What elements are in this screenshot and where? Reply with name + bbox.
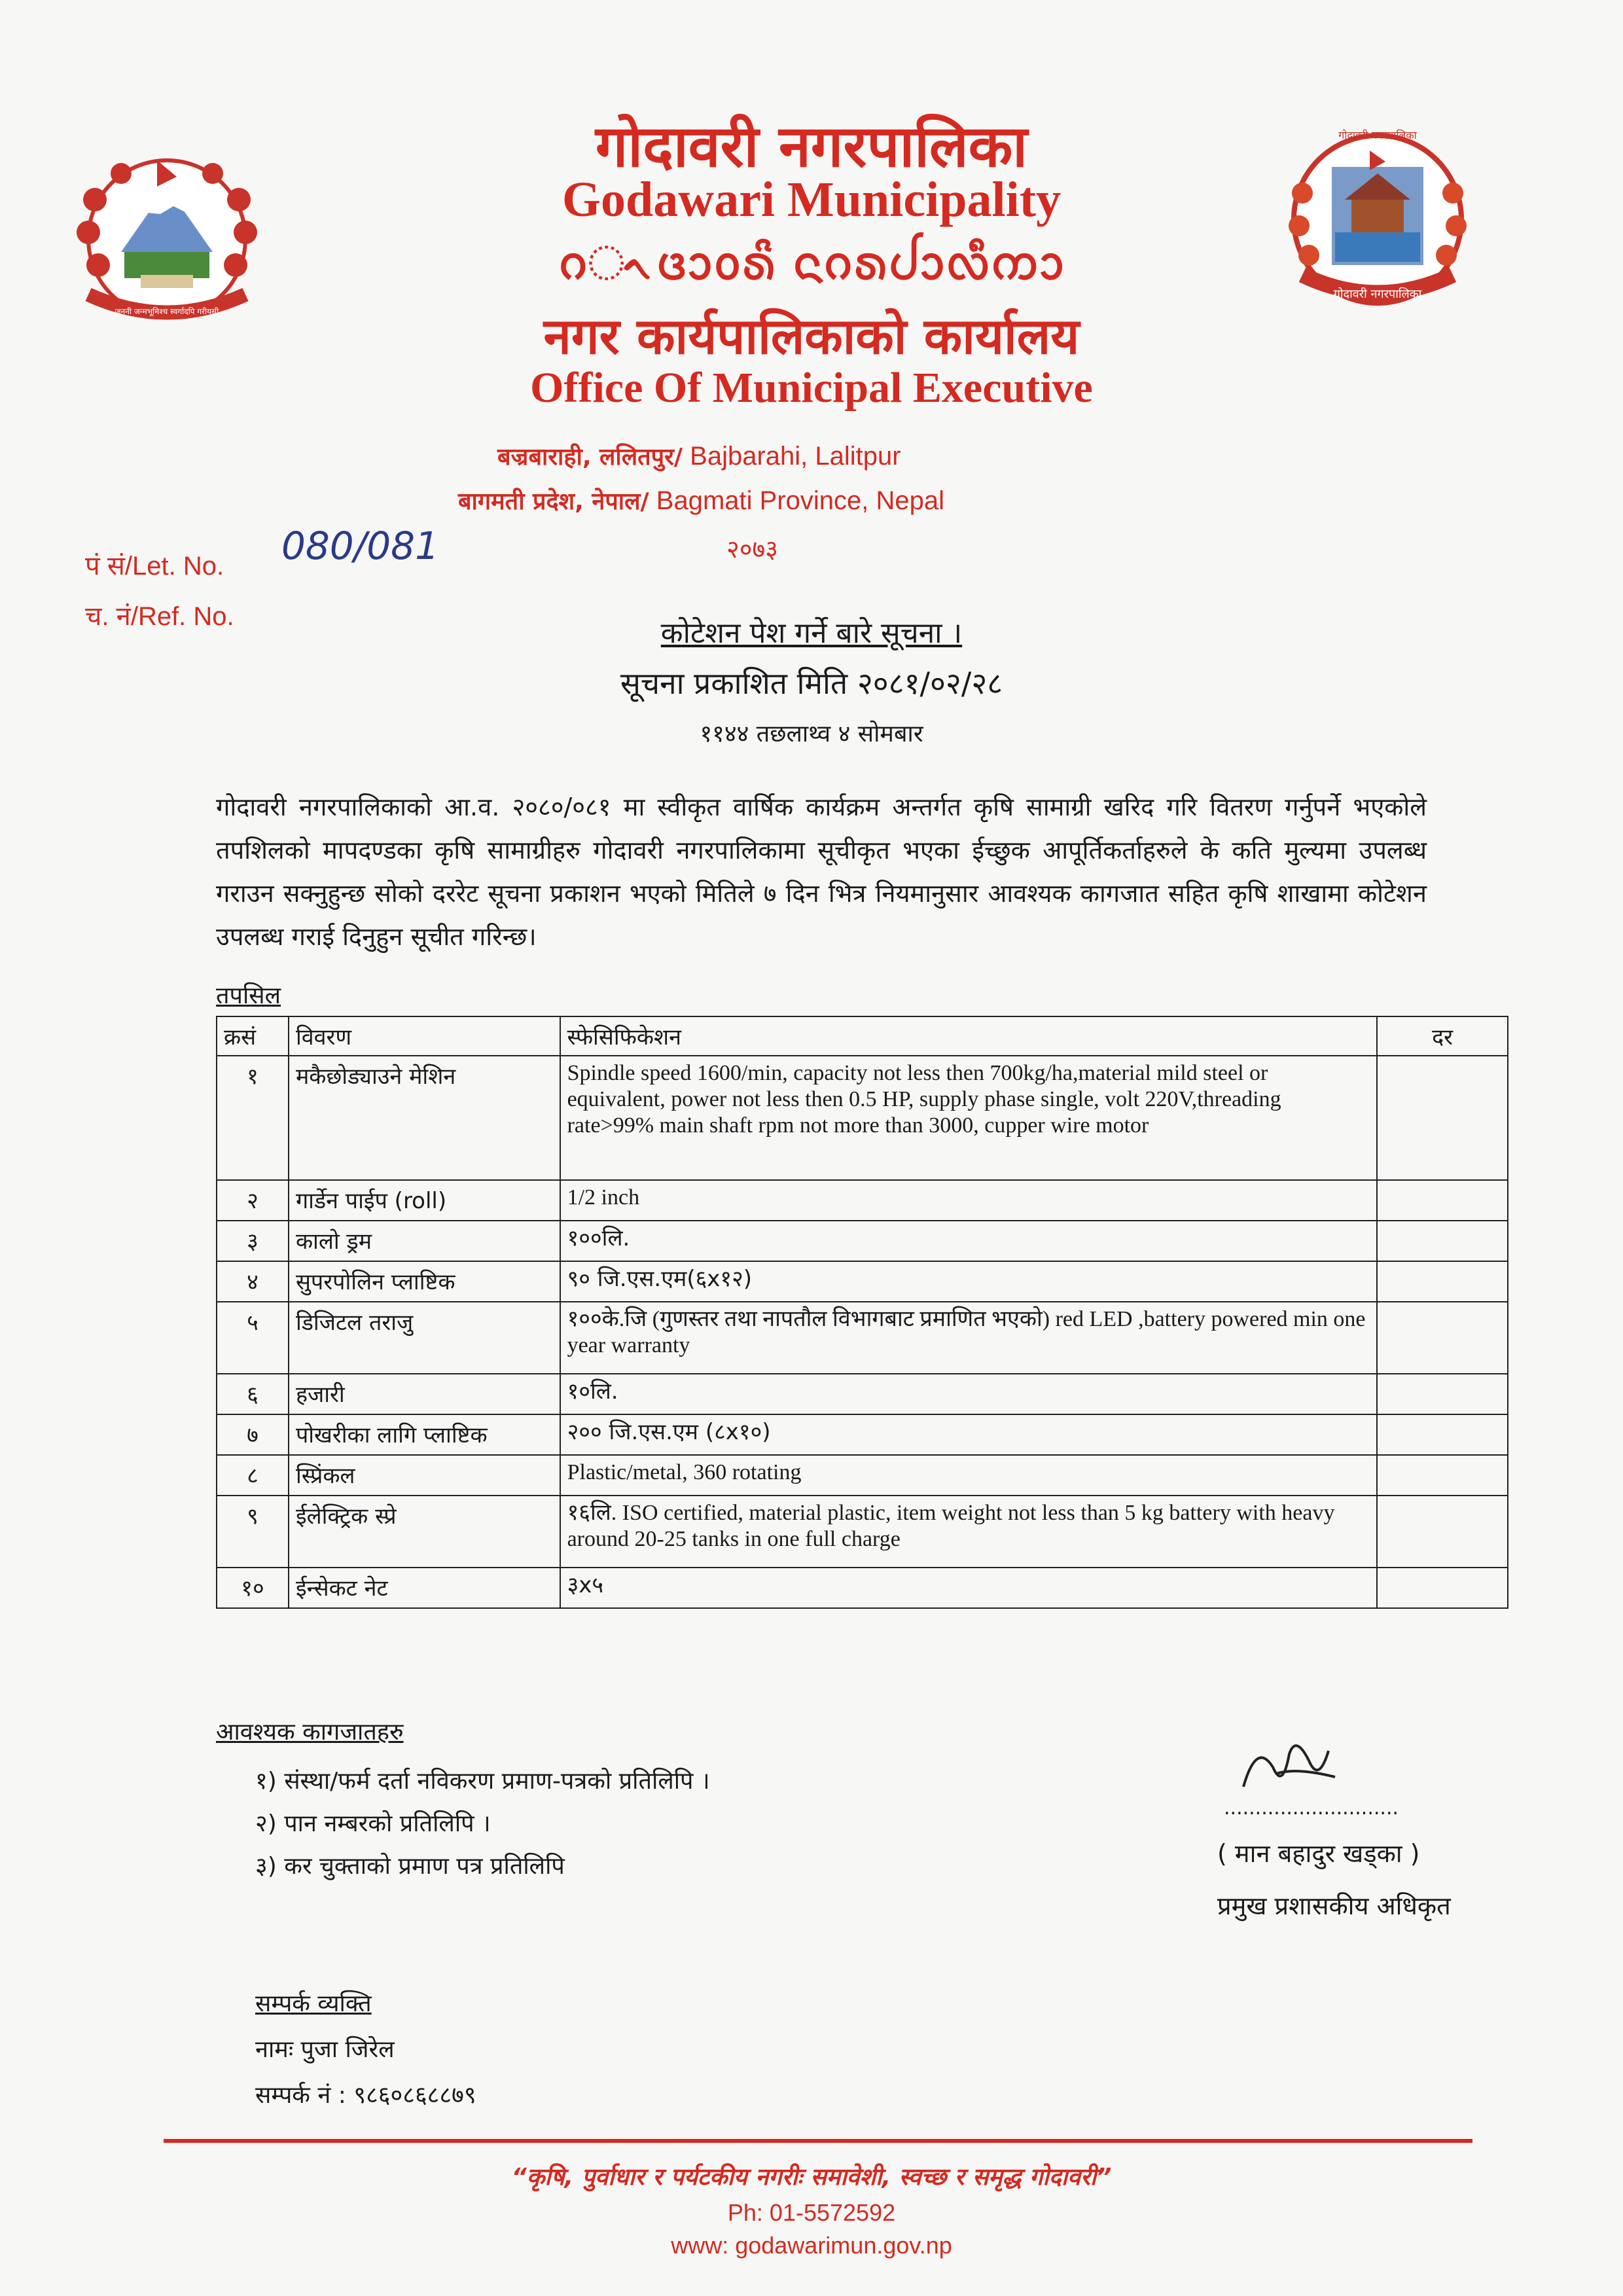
header-rate: दर: [1377, 1016, 1508, 1056]
footer-slogan: “कृषि, पुर्वाधार र पर्यटकीय नगरीः समावेशी, स्वच्छ र समृद्ध गोदावरी”: [511, 2164, 1112, 2191]
officer-name: ( मान बहादुर खड्का ): [1217, 1839, 1420, 1868]
row-serial: ७: [217, 1414, 289, 1455]
row-rate: [1377, 1261, 1508, 1302]
footer-website[interactable]: www: godawarimun.gov.np: [671, 2232, 952, 2259]
table-row: [217, 1568, 1508, 1608]
address-1-english: Bajbarahi, Lalitpur: [690, 442, 901, 471]
contact-person-heading: सम्पर्क व्यक्ति: [255, 1990, 372, 2017]
reference-number-label: च. नं/Ref. No.: [85, 602, 234, 631]
row-item: मकैछोड्याउने मेशिन: [289, 1056, 560, 1180]
officer-designation: प्रमुख प्रशासकीय अधिकृत: [1217, 1892, 1451, 1920]
notice-title: कोटेशन पेश गर्ने बारे सूचना ।: [660, 617, 963, 650]
row-serial: १०: [217, 1568, 289, 1608]
contact-person-phone: सम्पर्क नं : ९८६०८६८८७९: [255, 2082, 476, 2109]
municipality-name-nepali: गोदावरी नगरपालिका: [595, 113, 1028, 180]
quotation-items-table: [216, 1016, 1508, 1609]
table-row: [217, 1302, 1508, 1374]
row-serial: ४: [217, 1261, 289, 1302]
row-rate: [1377, 1056, 1508, 1180]
row-item: सुपरपोलिन प्लाष्टिक: [289, 1261, 560, 1302]
row-item: कालो ड्रम: [289, 1221, 560, 1261]
row-item: पोखरीका लागि प्लाष्टिक: [289, 1414, 560, 1455]
letter-number-label: पं सं/Let. No.: [85, 552, 224, 581]
row-serial: ५: [217, 1302, 289, 1374]
address-2-english: Bagmati Province, Nepal: [656, 486, 944, 515]
row-spec: ३x५: [560, 1568, 1378, 1608]
row-item: डिजिटल तराजु: [289, 1302, 560, 1374]
address-2-nepali: बागमती प्रदेश, नेपाल/: [458, 488, 649, 515]
row-rate: [1377, 1180, 1508, 1221]
required-document-item: ३) कर चुक्ताको प्रमाण पत्र प्रतिलिपि: [255, 1853, 565, 1880]
table-row: [217, 1261, 1508, 1302]
row-rate: [1377, 1568, 1508, 1608]
row-spec: Plastic/metal, 360 rotating: [560, 1455, 1378, 1496]
notice-body-paragraph: गोदावरी नगरपालिकाको आ.व. २०८०/०८१ मा स्वीकृत वार्षिक कार्यक्रम अन्तर्गत कृषि सामाग्री खरिद गरि वितरण गर्नुपर्ने भएकोले तपशिलको मापदण्डका कृषि सामाग्रीहरु गोदावरी नगरपालिकामा सूचीकृत भएका ईच्छुक आपूर्तिकर्ताहरुले के कति मुल्यमा उपलब्ध गराउन सक्नुहुन्छ सोको दररेट सूचना प्रकाशन भएको मितिले ७ दिन भित्र नियमानुसार आवश्यक कागजात सहित कृषि शाखामा कोटेशन उपलब्ध गराई दिनुहुन सूचीत गरिन्छ।: [216, 793, 1427, 951]
row-serial: १: [217, 1056, 289, 1180]
table-row: [217, 1496, 1508, 1568]
emblem-motto: जननी जन्मभूमिश्च स्वर्गादपि गरीयसी: [115, 307, 219, 316]
row-item: ईन्सेकट नेट: [289, 1568, 560, 1608]
letter-number-value: 080/081: [281, 524, 439, 568]
office-name-english: Office Of Municipal Executive: [530, 364, 1093, 412]
footer-divider: [164, 2139, 1472, 2143]
municipality-name-newari: ᨣᨚᨴᩣᩅᩁᩦ ᨶᨣᩁᨸᩣᩃᩥᨠᩣ: [558, 236, 1065, 290]
row-rate: [1377, 1496, 1508, 1568]
row-item: गार्डेन पाईप (roll): [289, 1180, 560, 1221]
establishment-year: २०७३: [726, 535, 779, 564]
signature-dots: ............................: [1224, 1797, 1399, 1820]
header-specification: स्फेसिफिकेशन: [560, 1016, 1378, 1056]
right-emblem-top-text: गोदावरी नगरपालिका: [1338, 129, 1417, 141]
row-rate: [1377, 1221, 1508, 1261]
required-documents-heading: आवश्यक कागजातहरु: [216, 1719, 404, 1746]
notice-published-date: सूचना प्रकाशित मिति २०८१/०२/२८: [620, 666, 1003, 701]
required-document-item: १) संस्था/फर्म दर्ता नविकरण प्रमाण-पत्रको प्रतिलिपि ।: [255, 1768, 710, 1795]
table-row: [217, 1414, 1508, 1455]
header-serial: क्रसं: [217, 1016, 289, 1056]
row-rate: [1377, 1374, 1508, 1414]
row-item: स्प्रिंकल: [289, 1455, 560, 1496]
row-spec: १६लि. ISO certified, material plastic, item weight not less than 5 kg battery with heavy around 20-25 tanks in one full charge: [560, 1496, 1378, 1568]
row-spec: २०० जि.एस.एम (८x१०): [560, 1414, 1378, 1455]
row-serial: २: [217, 1180, 289, 1221]
table-row: [217, 1455, 1508, 1496]
row-spec: 1/2 inch: [560, 1180, 1378, 1221]
row-serial: ९: [217, 1496, 289, 1568]
right-emblem-bottom-text: गोदावरी नगरपालिका: [1333, 287, 1422, 301]
address-1-nepali: बज्रबाराही, ललितपुर/: [497, 444, 683, 471]
row-rate: [1377, 1455, 1508, 1496]
row-spec: १००के.जि (गुणस्तर तथा नापतौल विभागबाट प्रमाणित भएको) red LED ,battery powered min one year warranty: [560, 1302, 1378, 1374]
row-spec: १०लि.: [560, 1374, 1378, 1414]
row-serial: ६: [217, 1374, 289, 1414]
nepal-sambat-date: ११४४ तछलाथ्व ४ सोमबार: [700, 721, 923, 747]
row-spec: ९० जि.एस.एम(६x१२): [560, 1261, 1378, 1302]
table-row: [217, 1180, 1508, 1221]
address-line-2: [458, 484, 944, 516]
table-header-row: [217, 1016, 1508, 1056]
row-item: हजारी: [289, 1374, 560, 1414]
contact-person-name: नामः पुजा जिरेल: [255, 2036, 395, 2063]
tapsil-heading: तपसिल: [216, 982, 281, 1009]
row-serial: ८: [217, 1455, 289, 1496]
row-rate: [1377, 1414, 1508, 1455]
address-line-1: [497, 440, 901, 472]
header-item: विवरण: [289, 1016, 560, 1056]
table-row: [217, 1374, 1508, 1414]
row-item: ईलेक्ट्रिक स्प्रे: [289, 1496, 560, 1568]
officer-signature: [1237, 1728, 1342, 1806]
municipality-name-english: Godawari Municipality: [562, 172, 1061, 227]
row-spec: Spindle speed 1600/min, capacity not less then 700kg/ha,material mild steel or equivalent, power not less then 0.5 HP, supply phase single, volt 220V,threading rate>99% main shaft rpm not more than 3000, cupper wire motor: [560, 1056, 1378, 1180]
table-row: [217, 1221, 1508, 1261]
row-serial: ३: [217, 1221, 289, 1261]
row-rate: [1377, 1302, 1508, 1374]
required-document-item: २) पान नम्बरको प्रतिलिपि ।: [255, 1810, 491, 1837]
footer-phone: Ph: 01-5572592: [727, 2199, 896, 2226]
row-spec: १००लि.: [560, 1221, 1378, 1261]
table-row: [217, 1056, 1508, 1180]
office-name-nepali: नगर कार्यपालिकाको कार्यालय: [543, 307, 1080, 365]
